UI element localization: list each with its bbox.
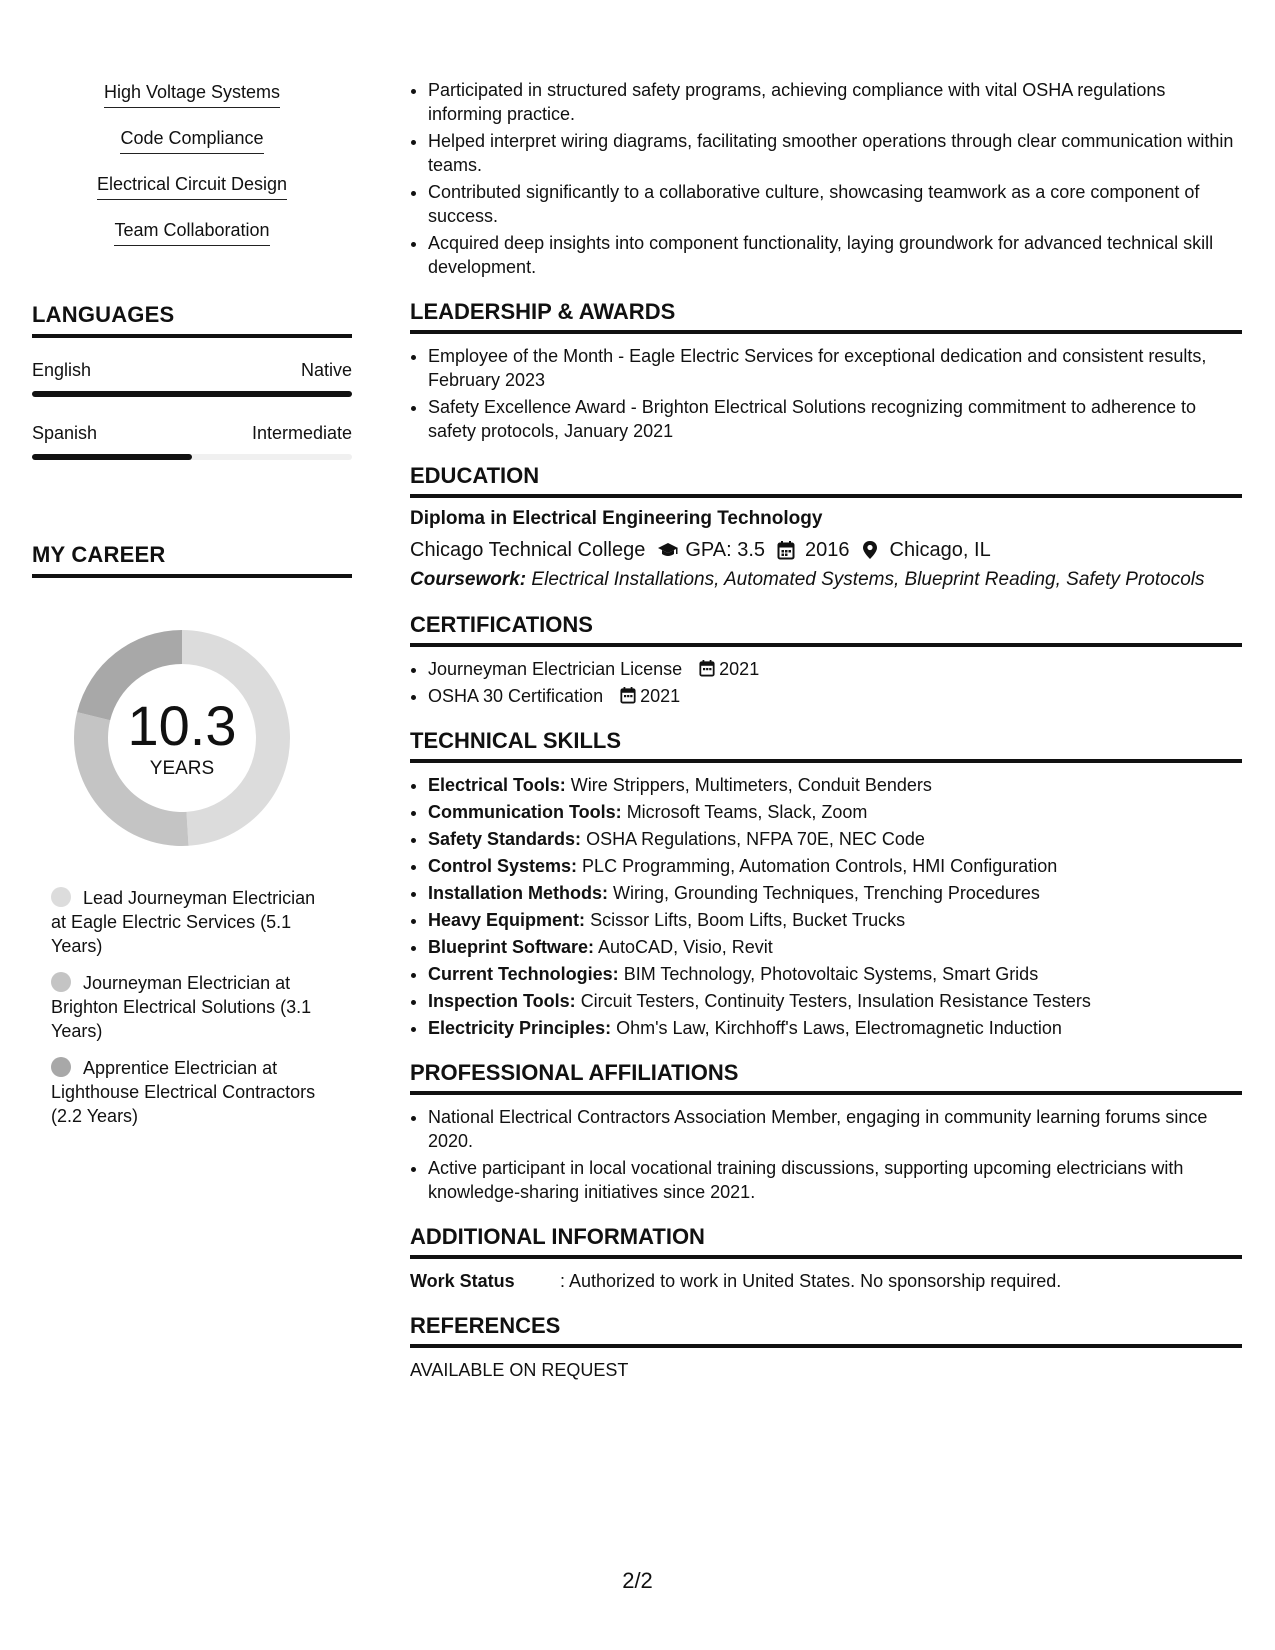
graduation-cap-icon (657, 540, 677, 560)
skill-category: Installation Methods: (428, 883, 608, 903)
education-heading: EDUCATION (410, 463, 1242, 498)
language-level: Native (300, 360, 352, 380)
certification-year: 2021 (640, 686, 681, 706)
technical-skill-item (428, 1016, 1242, 1040)
page-number: 2/2 (622, 1568, 653, 1593)
career-item (51, 971, 331, 1043)
career-legend-dot (51, 887, 71, 907)
skill-values: Circuit Testers, Continuity Testers, Insulation Resistance Testers (580, 991, 1091, 1011)
skill-category: Safety Standards: (428, 829, 582, 849)
certification-name: Journeyman Electrician License (428, 659, 683, 679)
education-location: Chicago, IL (889, 539, 991, 561)
additional-info-heading: ADDITIONAL INFORMATION (410, 1224, 1242, 1259)
language-level: Intermediate (251, 423, 352, 443)
right-column (410, 78, 1242, 1382)
technical-skills-list (410, 773, 1242, 1040)
languages-heading: LANGUAGES (32, 302, 352, 338)
certifications-heading: CERTIFICATIONS (410, 612, 1242, 647)
skill-category: Control Systems: (428, 856, 578, 876)
skill-category: Inspection Tools: (428, 991, 576, 1011)
experience-bullet: • Helped interpret wiring diagrams, facilitating smoother operations through clear communication within teams. (428, 129, 1242, 177)
education-degree: Diploma in Electrical Engineering Technology (410, 508, 823, 529)
leadership-heading: LEADERSHIP & AWARDS (410, 299, 1242, 334)
language-item (32, 423, 352, 460)
affiliations-heading: PROFESSIONAL AFFILIATIONS (410, 1060, 1242, 1095)
skill-tag: Electrical Circuit Design (97, 172, 287, 200)
experience-bullet: • Participated in structured safety programs, achieving compliance with vital OSHA regulations informing practice. (428, 78, 1242, 126)
skill-category: Electricity Principles: (428, 1018, 612, 1038)
technical-skill-item (428, 827, 1242, 851)
technical-skill-item (428, 962, 1242, 986)
skill-values: Microsoft Teams, Slack, Zoom (626, 802, 868, 822)
award-item: • Employee of the Month - Eagle Electric Services for exceptional dedication and consistent results, February 2023 (428, 344, 1242, 392)
certification-item (428, 657, 1242, 681)
technical-skill-item (428, 908, 1242, 932)
certification-item (428, 684, 1242, 708)
technical-skill-item (428, 773, 1242, 797)
career-heading: MY CAREER (32, 542, 352, 578)
coursework-label: Coursework: (410, 569, 527, 590)
coursework-text: Electrical Installations, Automated Systems, Blueprint Reading, Safety Protocols (531, 569, 1205, 590)
skill-category: Current Technologies: (428, 964, 619, 984)
skill-values: AutoCAD, Visio, Revit (598, 937, 773, 957)
references-heading: REFERENCES (410, 1313, 1242, 1348)
experience-bullet: • Contributed significantly to a collaborative culture, showcasing teamwork as a core component of success. (428, 180, 1242, 228)
skill-tag: High Voltage Systems (104, 80, 280, 108)
career-legend-dot (51, 972, 71, 992)
career-donut-chart (62, 618, 302, 858)
technical-skill-item (428, 800, 1242, 824)
career-item-text: Apprentice Electrician at Lighthouse Electrical Contractors (2.2 Years) (51, 1058, 316, 1126)
award-item: • Safety Excellence Award - Brighton Electrical Solutions recognizing commitment to adherence to safety protocols, January 2021 (428, 395, 1242, 443)
work-status-label: Work Status (410, 1271, 515, 1291)
references-text: AVAILABLE ON REQUEST (410, 1360, 629, 1380)
skill-category: Communication Tools: (428, 802, 622, 822)
skill-values: PLC Programming, Automation Controls, HMI Configuration (582, 856, 1058, 876)
work-status-row (410, 1269, 1242, 1293)
calendar-icon (777, 540, 797, 560)
certification-name: OSHA 30 Certification (428, 686, 604, 706)
career-item-text: Journeyman Electrician at Brighton Electrical Solutions (3.1 Years) (51, 973, 312, 1041)
skill-tag: Code Compliance (120, 126, 263, 154)
skill-category: Electrical Tools: (428, 775, 566, 795)
language-proficiency-fill (32, 391, 352, 397)
education-year: 2016 (805, 539, 850, 561)
affiliations-list (410, 1105, 1242, 1204)
skill-values: Scissor Lifts, Boom Lifts, Bucket Trucks (590, 910, 906, 930)
skill-category: Blueprint Software: (428, 937, 595, 957)
career-item-text: Lead Journeyman Electrician at Eagle Electric Services (5.1 Years) (51, 888, 316, 956)
skill-category: Heavy Equipment: (428, 910, 586, 930)
education-meta (410, 536, 1242, 564)
career-list (51, 886, 331, 1128)
skill-values: Ohm's Law, Kirchhoff's Laws, Electromagnetic Induction (616, 1018, 1062, 1038)
certifications-list (410, 657, 1242, 708)
languages-section (32, 302, 352, 460)
education-gpa: GPA: 3.5 (685, 539, 766, 561)
career-legend-dot (51, 1057, 71, 1077)
skill-values: BIM Technology, Photovoltaic Systems, Smart Grids (623, 964, 1039, 984)
skill-values: Wire Strippers, Multimeters, Conduit Benders (570, 775, 932, 795)
certification-date (620, 684, 680, 708)
language-name: Spanish (32, 423, 98, 443)
location-pin-icon (862, 540, 882, 560)
language-proficiency-fill (32, 454, 192, 460)
skill-values: Wiring, Grounding Techniques, Trenching Procedures (613, 883, 1040, 903)
certification-year: 2021 (719, 659, 760, 679)
education-coursework (410, 568, 1242, 592)
career-total-unit: YEARS (149, 758, 215, 779)
language-item (32, 360, 352, 397)
career-total-years: 10.3 (127, 694, 237, 757)
skill-values: OSHA Regulations, NFPA 70E, NEC Code (586, 829, 925, 849)
technical-skill-item (428, 935, 1242, 959)
career-section (32, 542, 352, 1141)
language-proficiency-bar (32, 454, 352, 460)
technical-skill-item (428, 989, 1242, 1013)
affiliation-item: • National Electrical Contractors Association Member, engaging in community learning forums since 2020. (428, 1105, 1242, 1153)
affiliation-item: • Active participant in local vocational training discussions, supporting upcoming electricians with knowledge-sharing initiatives since 2021. (428, 1156, 1242, 1204)
career-item (51, 886, 331, 958)
left-column (32, 80, 352, 1126)
leadership-list (410, 344, 1242, 443)
work-status-value: : Authorized to work in United States. No sponsorship required. (560, 1271, 1062, 1291)
calendar-icon (699, 659, 715, 677)
skills-list (32, 80, 352, 264)
skill-tag: Team Collaboration (114, 218, 269, 246)
experience-bullet: • Acquired deep insights into component functionality, laying groundwork for advanced technical skill development. (428, 231, 1242, 279)
technical-skills-heading: TECHNICAL SKILLS (410, 728, 1242, 763)
language-name: English (32, 360, 92, 380)
career-item (51, 1056, 331, 1128)
certification-date (699, 657, 759, 681)
technical-skill-item (428, 881, 1242, 905)
language-proficiency-bar (32, 391, 352, 397)
experience-bullets (410, 78, 1242, 279)
technical-skill-item (428, 854, 1242, 878)
calendar-icon (620, 686, 636, 704)
education-school: Chicago Technical College (410, 539, 646, 561)
